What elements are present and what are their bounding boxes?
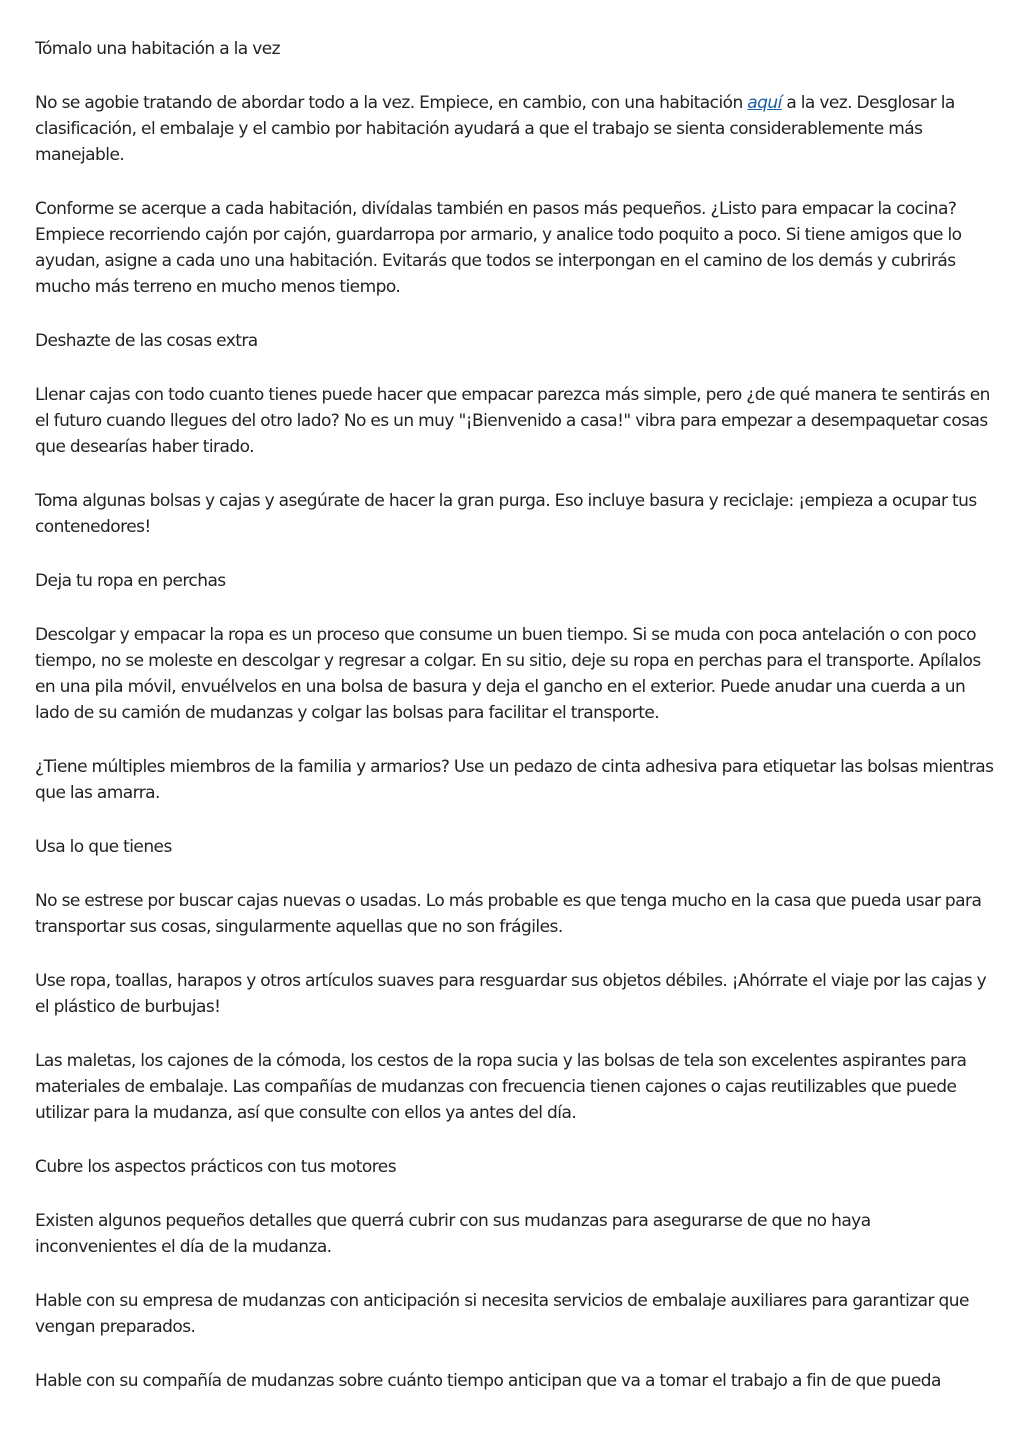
paragraph-clothes: Descolgar y empacar la ropa es un proceso que consume un buen tiempo. Si se muda con poca antelación o con poco tiempo, no se moleste en descolgar y regresar a colgar. En su sitio, deje su ropa en perchas para el transporte. Apílalos en una pila móvil, envuélvelos en una bolsa de basura y deja el gancho en el exterior. Puede anudar una cuerda a un lado de su camión de mudanzas y colgar las bolsas para facilitar el transporte. [35,625,981,723]
paragraph-purge: Toma algunas bolsas y cajas y asegúrate de hacer la gran purga. Eso incluye basura y reciclaje: ¡empieza a ocupar tus contenedores! [35,491,977,537]
heading-practical-aspects: Cubre los aspectos prácticos con tus motores [35,1157,397,1177]
aqui-link[interactable]: aquí [747,93,782,113]
paragraph-family-wardrobes: ¿Tiene múltiples miembros de la familia y armarios? Use un pedazo de cinta adhesiva para etiquetar las bolsas mientras que las amarra. [35,757,994,803]
paragraph-details: Existen algunos pequeños detalles que querrá cubrir con sus mudanzas para asegurarse de que no haya inconvenientes el día de la mudanza. [35,1211,871,1257]
paragraph-intro-before: No se agobie tratando de abordar todo a la vez. Empiece, en cambio, con una habitación [35,93,748,113]
paragraph-small-steps: Conforme se acerque a cada habitación, divídalas también en pasos más pequeños. ¿Listo para empacar la cocina? Empiece recorriendo cajón por cajón, guardarropa por armario, y analice todo poquito a poco. Si tiene amigos que lo ayudan, asigne a cada uno una habitación. Evitarás que todos se interpongan en el camino de los demás y cubrirás mucho más terreno en mucho menos tiempo. [35,199,962,297]
heading-hangers: Deja tu ropa en perchas [35,571,226,591]
heading-use-what-you-have: Usa lo que tienes [35,837,172,857]
paragraph-soft-items: Use ropa, toallas, harapos y otros artículos suaves para resguardar sus objetos débiles. ¡Ahórrate el viaje por las cajas y el plástico de burbujas! [35,971,987,1017]
heading-room-by-room: Tómalo una habitación a la vez [35,39,281,59]
paragraph-intro [35,90,995,168]
paragraph-fill-boxes: Llenar cajas con todo cuanto tienes puede hacer que empacar parezca más simple, pero ¿de qué manera te sentirás en el futuro cuando llegues del otro lado? No es un muy "¡Bienvenido a casa!" vibra para empezar a desempaquetar cosas que desearías haber tirado. [35,385,990,457]
paragraph-time-estimate: Hable con su compañía de mudanzas sobre cuánto tiempo anticipan que va a tomar el trabajo a fin de que pueda [35,1371,941,1391]
heading-extra-things: Deshazte de las cosas extra [35,331,258,351]
paragraph-packing-services: Hable con su empresa de mudanzas con anticipación si necesita servicios de embalaje auxiliares para garantizar que vengan preparados. [35,1291,969,1337]
paragraph-suitcases: Las maletas, los cajones de la cómoda, los cestos de la ropa sucia y las bolsas de tela son excelentes aspirantes para materiales de embalaje. Las compañías de mudanzas con frecuencia tienen cajones o cajas reutilizables que puede utilizar para la mudanza, así que consulte con ellos ya antes del día. [35,1051,967,1123]
paragraph-no-stress: No se estrese por buscar cajas nuevas o usadas. Lo más probable es que tenga mucho en la casa que pueda usar para transportar sus cosas, singularmente aquellas que no son frágiles. [35,891,982,937]
paragraph-intro-after: a la vez. Desglosar la clasificación, el embalaje y el cambio por habitación ayudará a que el trabajo se sienta considerablemente más manejable. [35,93,955,165]
document-page [35,36,995,1422]
